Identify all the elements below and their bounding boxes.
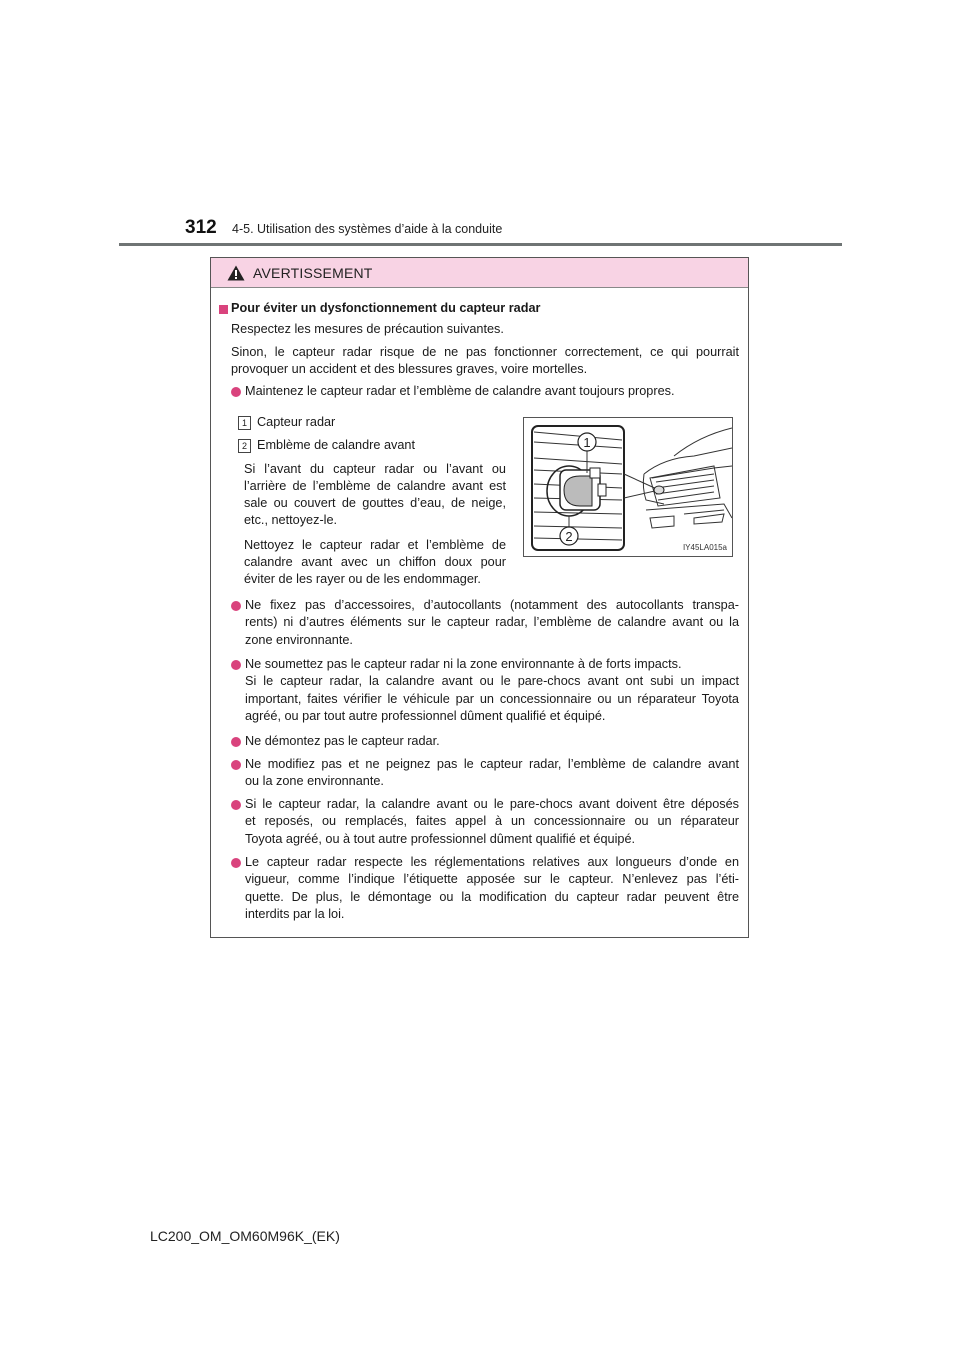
page-number: 312 bbox=[185, 217, 217, 238]
warning-title: AVERTISSEMENT bbox=[253, 264, 373, 281]
bullet-line: zone environnante. bbox=[245, 632, 353, 647]
bullet-line: Le capteur radar respecte les réglementations relatives aux longueurs d’onde en bbox=[245, 855, 739, 869]
footer-doc-code: LC200_OM_OM60M96K_(EK) bbox=[150, 1228, 340, 1244]
bullet-line: Si le capteur radar, la calandre avant ou le pare-chocs avant doivent être déposés bbox=[245, 797, 739, 811]
bullet-dot bbox=[231, 737, 241, 747]
clean-text-1-line-4: etc., nettoyez-le. bbox=[244, 513, 338, 527]
bullet-line: agréé, ou par tout autre professionnel dûment qualifié et équipé. bbox=[245, 709, 606, 724]
bullet-line: ou la zone environnante. bbox=[245, 774, 384, 789]
clean-text-1-line-2: l’arrière de l’emblème de calandre avant est bbox=[244, 479, 506, 493]
warning-content bbox=[211, 258, 748, 937]
bullet-line: rents) ni d’autres éléments sur le capteur radar, l’emblème de calandre avant ou la bbox=[245, 615, 739, 630]
clean-text-2-line-3: éviter de les rayer ou de les endommager. bbox=[244, 572, 481, 586]
warning-box bbox=[210, 257, 749, 938]
bullet-line: quette. De plus, le démontage ou la modification du capteur radar peuvent être bbox=[245, 889, 739, 904]
intro-line-2a: Sinon, le capteur radar risque de ne pas fonctionner correctement, ce qui pourrait bbox=[231, 345, 739, 359]
figure-id: IY45LA015a bbox=[682, 543, 727, 552]
bullet-dot bbox=[231, 601, 241, 611]
clean-text-2-line-2: calandre avant avec un chiffon doux pour bbox=[244, 555, 506, 569]
bullet-line: Ne démontez pas le capteur radar. bbox=[245, 734, 440, 748]
figure-callout-2: 2 bbox=[565, 529, 573, 544]
bullet-line: important, faites vérifier le véhicule par un concessionnaire ou un réparateur Toyota bbox=[245, 691, 739, 706]
bullet-line: Ne modifiez pas et ne peignez pas le capteur radar, l’emblème de calandre avant bbox=[245, 757, 739, 771]
vehicle-front-illustration bbox=[524, 418, 733, 557]
bullet-line: Ne fixez pas d’accessoires, d’autocollants (notamment des autocollants transpa- bbox=[245, 598, 739, 612]
radar-sensor-figure bbox=[523, 417, 733, 557]
bullet-line: Toyota agréé, ou à tout autre professionnel dûment qualifié et équipé. bbox=[245, 831, 636, 846]
legend-label-1: Capteur radar bbox=[257, 415, 336, 429]
bullet-line: interdits par la loi. bbox=[245, 907, 345, 922]
legend-number-2: 2 bbox=[238, 439, 251, 453]
bullet-clean: Maintenez le capteur radar et l’emblème de calandre avant toujours propres. bbox=[245, 384, 675, 398]
bullet-line: vigueur, comme l’indique l’étiquette apposée sur le capteur. N’enlevez pas l’éti- bbox=[245, 872, 739, 887]
bullet-dot bbox=[231, 387, 241, 397]
clean-text-1-line-1: Si l’avant du capteur radar ou l’avant ou bbox=[244, 462, 506, 476]
legend-number-1: 1 bbox=[238, 416, 251, 430]
figure-callout-1: 1 bbox=[583, 435, 591, 450]
bullet-line: Ne soumettez pas le capteur radar ni la zone environnante à de forts impacts. bbox=[245, 657, 682, 671]
legend-label-2: Emblème de calandre avant bbox=[257, 438, 415, 452]
bullet-line: Si le capteur radar, la calandre avant ou le pare-chocs avant ont subi un impact bbox=[245, 674, 739, 689]
bullet-dot bbox=[231, 800, 241, 810]
clean-text-2-line-1: Nettoyez le capteur radar et l’emblème de bbox=[244, 538, 506, 552]
section-title: Pour éviter un dysfonctionnement du capteur radar bbox=[231, 301, 541, 315]
intro-line-2b: provoquer un accident et des blessures graves, voire mortelles. bbox=[231, 362, 588, 376]
header-rule bbox=[119, 243, 842, 246]
bullet-dot bbox=[231, 660, 241, 670]
chapter-title: 4-5. Utilisation des systèmes d’aide à la conduite bbox=[232, 222, 503, 236]
bullet-line: et reposés, ou remplacés, faites appel à un concessionnaire ou un réparateur bbox=[245, 814, 739, 829]
bullet-dot bbox=[231, 858, 241, 868]
clean-text-1-line-3: sale ou couvert de gouttes d’eau, de neige, bbox=[244, 496, 506, 510]
intro-line-1: Respectez les mesures de précaution suivantes. bbox=[231, 322, 504, 336]
bullet-dot bbox=[231, 760, 241, 770]
section-square-bullet bbox=[219, 305, 228, 314]
